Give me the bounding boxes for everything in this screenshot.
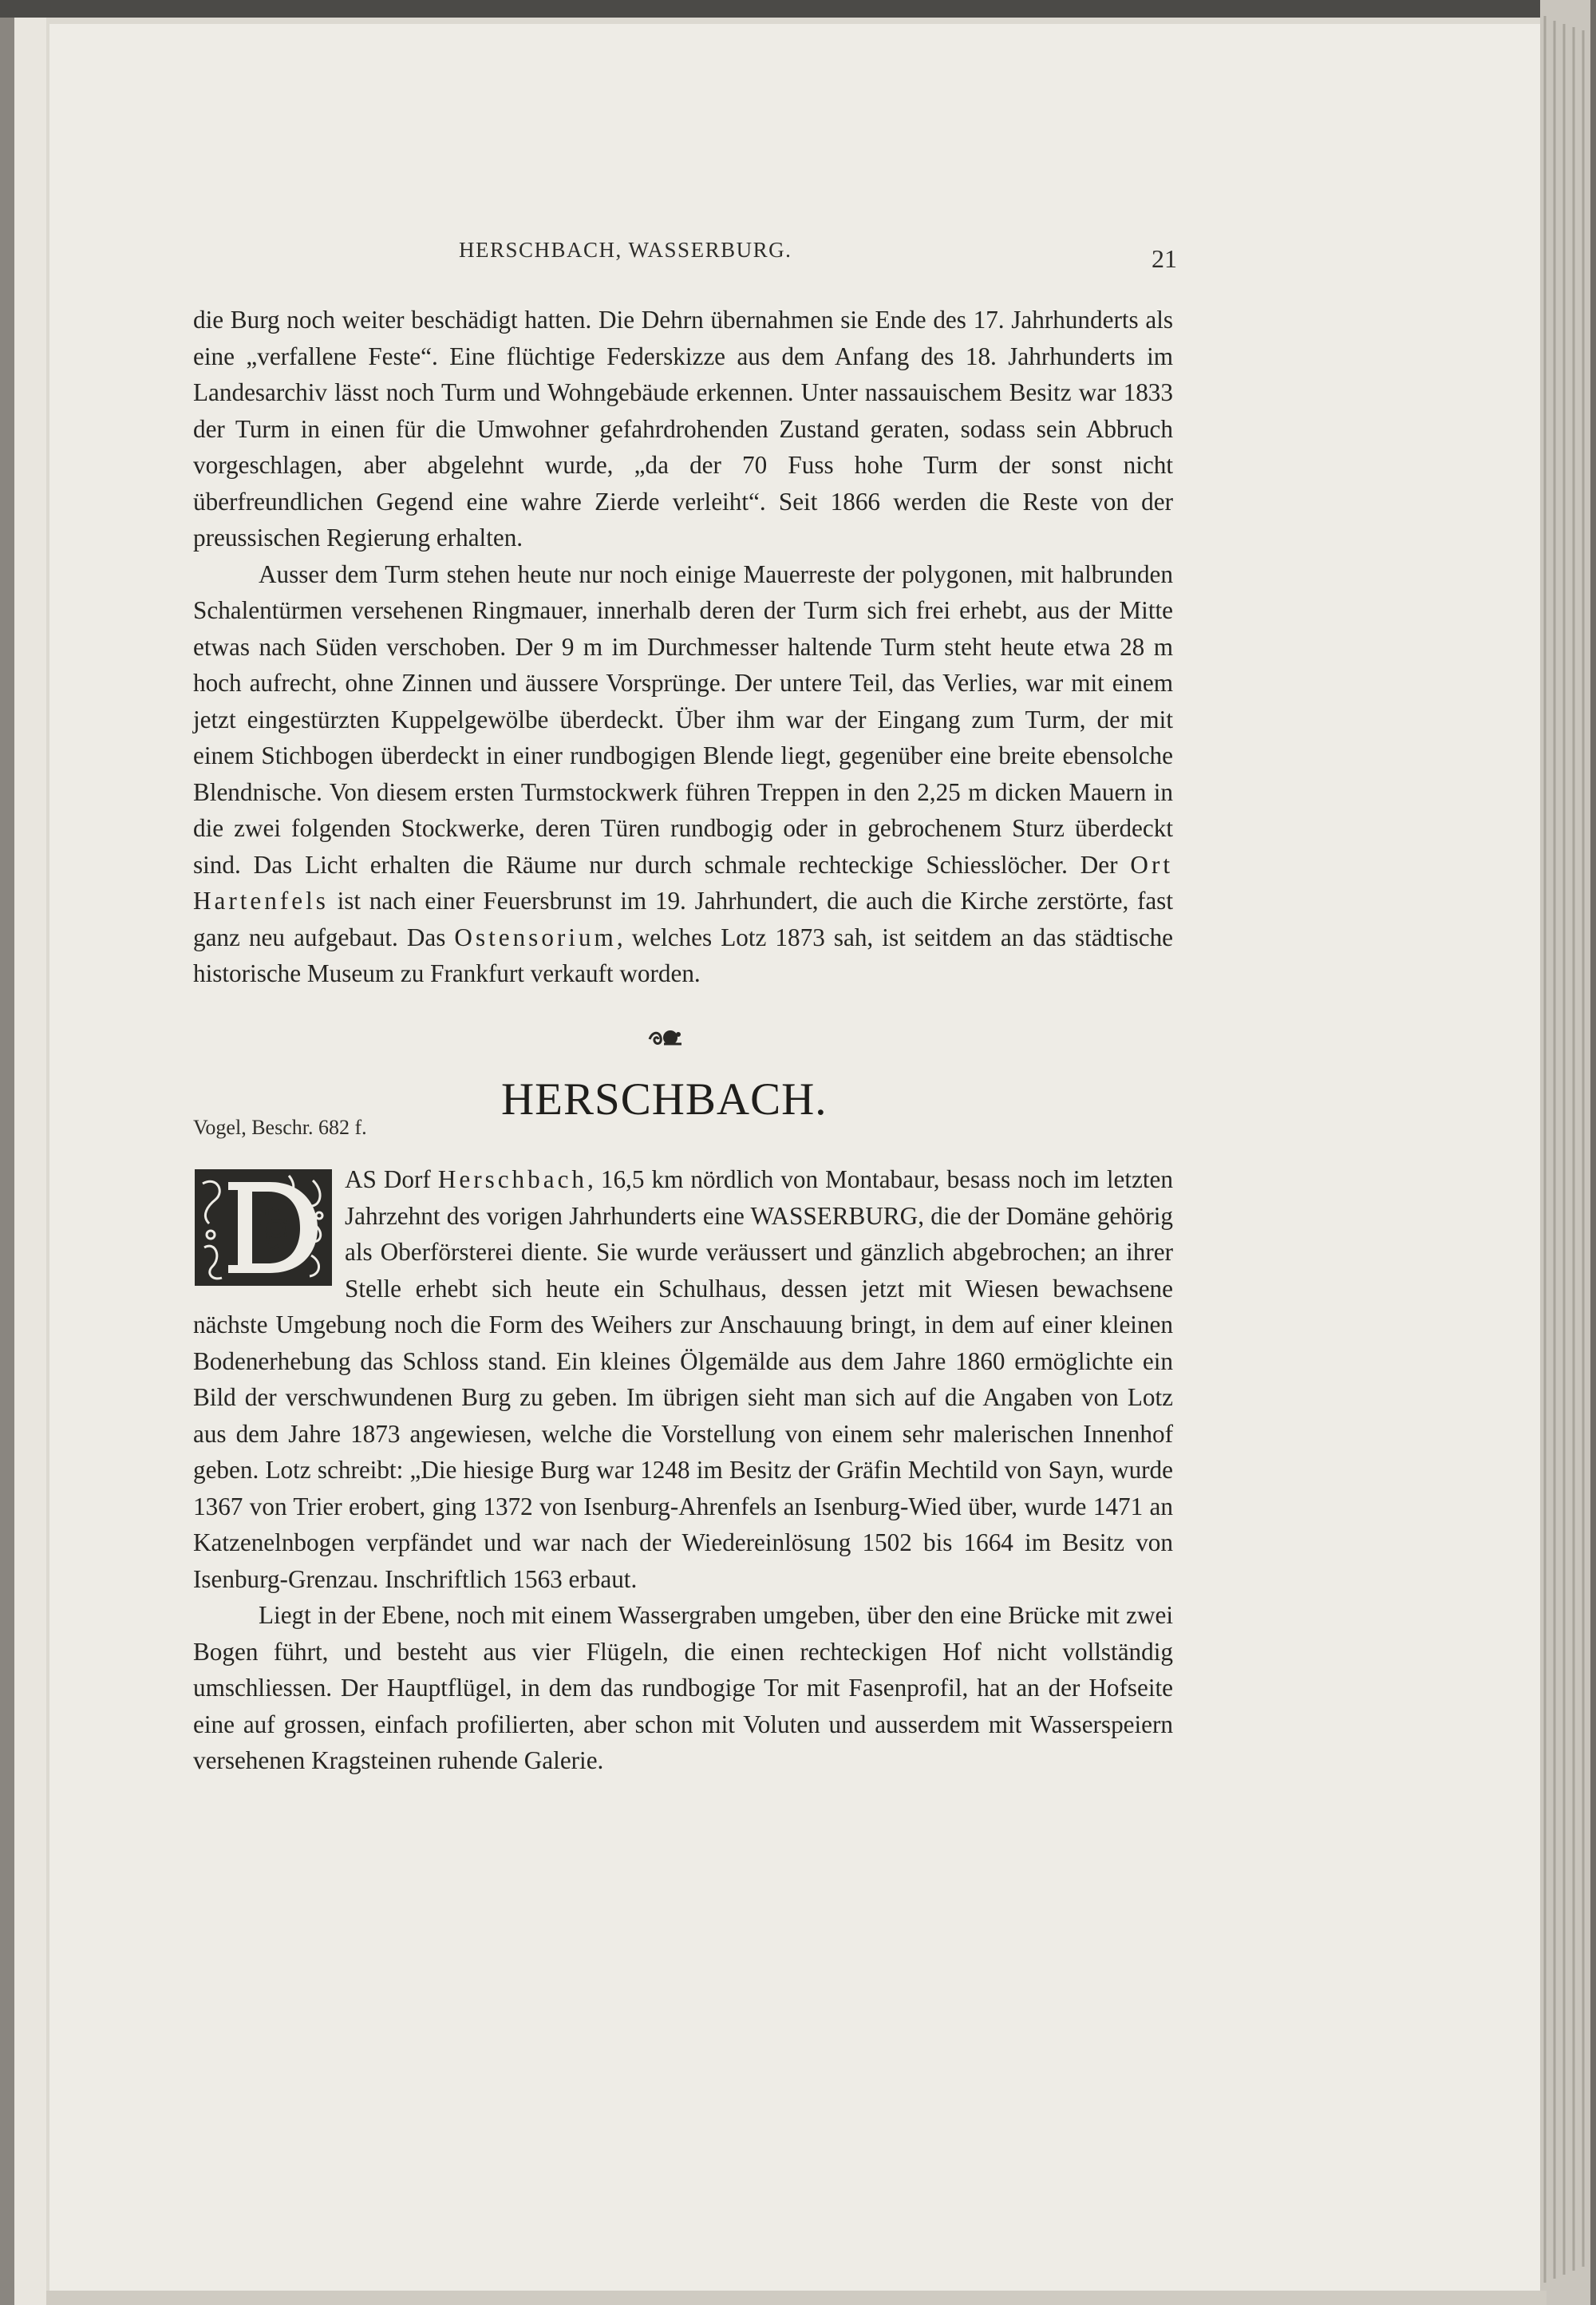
margin-reference: Vogel, Beschr. 682 f. (193, 1116, 367, 1139)
dropcap (193, 1168, 334, 1287)
running-header (459, 238, 1177, 273)
place-name-spaced: Herschbach (437, 1165, 588, 1193)
paragraph: die Burg noch weiter beschädigt hatten. Die Dehrn übernahmen sie Ende des 17. Jahrhunderts als eine „verfallene Feste“. Eine flüchtige Federskizze aus dem Anfang des 18. Jahrhunderts im Landesarchiv lässt noch Turm und Wohngebäude erkennen. Unter nassauischem Besitz war 1833 der Turm in einen für die Umwohner gefahrdrohenden Zustand geraten, sodass sein Abbruch vorgeschlagen, aber abgelehnt wurde, „da der 70 Fuss hohe Turm der sonst nicht überfreundlichen Gegend eine wahre Zierde verleiht“. Seit 1866 werden die Reste von der preussischen Regierung erhalten. (193, 306, 1173, 552)
paragraph: Ausser dem Turm stehen heute nur noch einige Mauerreste der polygonen, mit halbrunden Schalentürmen versehenen Ringmauer, innerhalb deren der Turm sich frei erhebt, aus der Mitte etwas nach Süden verschoben. Der 9 m im Durchmesser haltende Turm steht heute etwa 28 m hoch aufrecht, ohne Zinnen und äussere Vorsprünge. Der untere Teil, das Verlies, war mit einem jetzt eingestürzten Kuppelgewölbe überdeckt. Über ihm war der Eingang zum Turm, der mit einem Stichbogen überdeckt in einer rundbogigen Blende liegt, gegenüber eine breite ebensolche Blendnische. Von diesem ersten Turmstockwerk führen Treppen in den 2,25 m dicken Mauern in die zwei folgenden Stockwerke, deren Türen rundbogig oder in gebrochenem Sturz überdeckt sind. Das Licht erhalten die Räume nur durch schmale rechteckige Schiesslöcher. Der Ort Hartenfels ist nach einer Feuersbrunst im 19. Jahrhundert, die auch die Kirche zerstörte, fast ganz neu aufgebaut. Das Ostensorium, welches Lotz 1873 sah, ist seitdem an das städtische historische Museum zu Frankfurt verkauft worden. (193, 559, 1174, 987)
section-text (193, 1161, 1173, 1779)
object-name-spaced: Ostensorium (454, 923, 617, 951)
running-title: HERSCHBACH, WASSERBURG. (459, 238, 792, 262)
page-number: 21 (1152, 244, 1177, 273)
paragraph: Liegt in der Ebene, noch mit einem Wassergraben umgeben, über den eine Brücke mit zwei Bogen führt, und besteht aus vier Flügeln, die einen rechteckigen Hof nicht vollständig umschliessen. Der Hauptflügel, in dem das rundbogige Tor mit Fasenprofil, hat an der Hofseite eine auf grossen, einfach profilierten, aber schon mit Voluten und ausserdem mit Wasserspeiern versehenen Kragsteinen ruhende Galerie. (193, 1601, 1173, 1774)
section-title: HERSCHBACH. (501, 1074, 828, 1125)
continuation-text (193, 302, 1173, 992)
paragraph: AS Dorf Herschbach, 16,5 km nördlich von Montabaur, besass noch im letzten Jahrzehnt des vorigen Jahrhunderts eine WASSERBURG, die der Domäne gehörig als Oberförsterei diente. Sie wurde veräussert und gänzlich abgebrochen; an ihrer Stelle erhebt sich heute ein Schulhaus, dessen jetzt mit Wiesen bewachsene nächste Umgebung noch die Form des Weihers zur Anschauung bringt, in dem auf einer kleinen Bodenerhebung das Schloss stand. Ein kleines Ölgemälde aus dem Jahre 1860 ermöglichte ein Bild der verschwundenen Burg zu geben. Im übrigen sieht man sich auf die Angaben von Lotz aus dem Jahre 1873 angewiesen, welche die Vorstellung von einem sehr malerischen Innenhof geben. Lotz schreibt: „Die hiesige Burg war 1248 im Besitz der Gräfin Mechtild von Sayn, wurde 1367 von Trier erobert, ging 1372 von Isenburg-Ahrenfels an Isenburg-Wied über, wurde 1471 an Katzenelnbogen verpfändet und war nach der Wiedereinlösung 1502 bis 1664 im Besitz von Isenburg-Grenzau. Inschriftlich 1563 erbaut. (193, 1165, 1173, 1593)
fleuron-icon (646, 1028, 683, 1049)
ornamental-initial-icon (193, 1168, 334, 1287)
place-name-spaced: Ort Hartenfels (193, 850, 1173, 915)
